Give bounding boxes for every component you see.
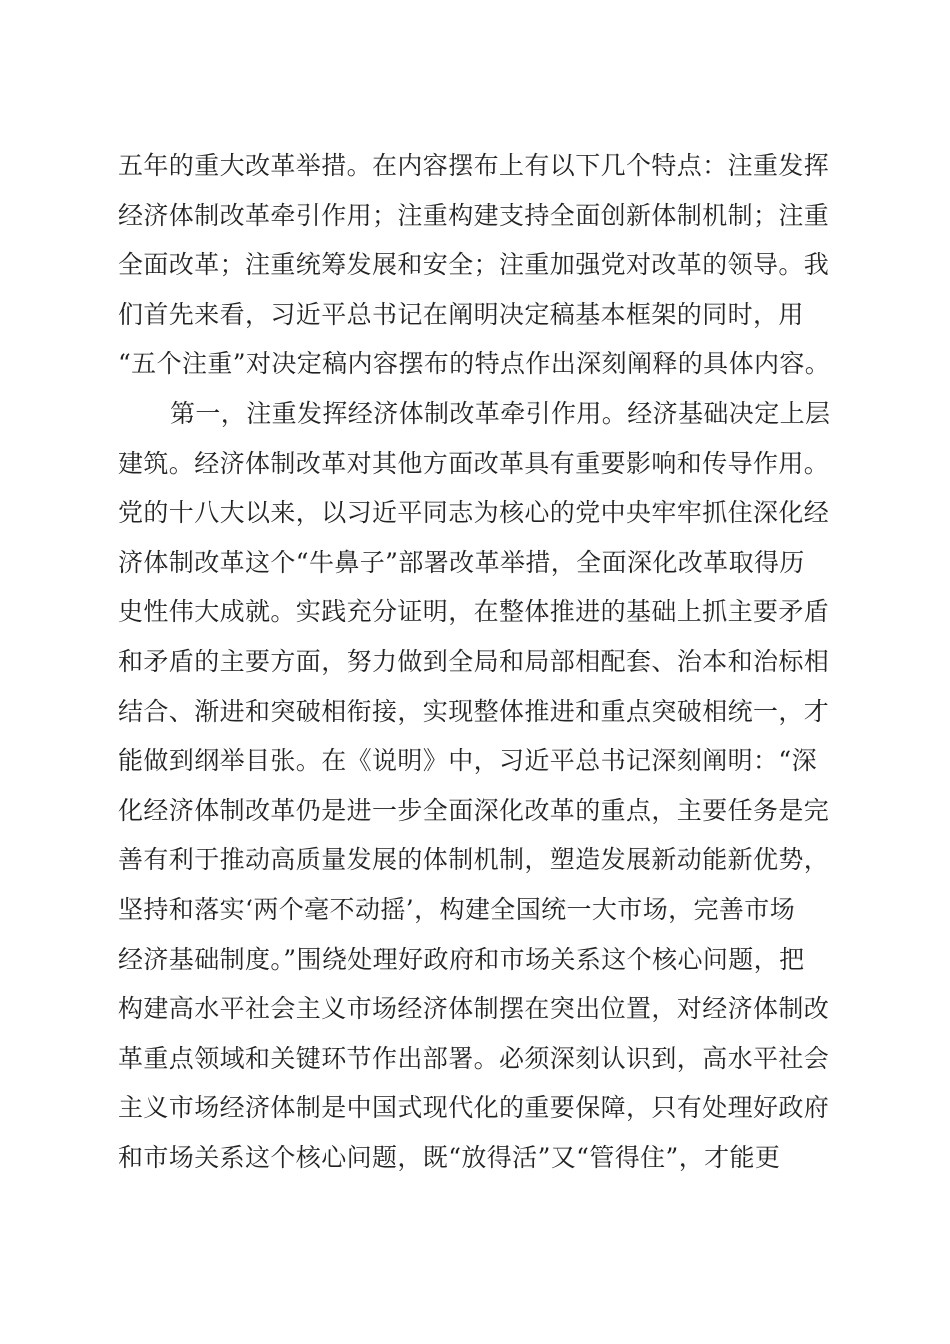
text-line-18: 构建高水平社会主义市场经济体制摆在突出位置，对经济体制改	[118, 994, 830, 1024]
text-line-14: 化经济体制改革仍是进一步全面深化改革的重点，主要任务是完	[118, 795, 830, 825]
text-line-9: 济体制改革这个“牛鼻子”部署改革举措，全面深化改革取得历	[118, 547, 805, 577]
text-line-10: 史性伟大成就。实践充分证明，在整体推进的基础上抓主要矛盾	[118, 597, 830, 627]
text-line-21: 和市场关系这个核心问题，既“放得活”又“管得住”，才能更	[118, 1142, 781, 1172]
text-line-5: “五个注重”对决定稿内容摆布的特点作出深刻阐释的具体内容。	[118, 349, 831, 379]
text-line-3: 全面改革；注重统筹发展和安全；注重加强党对改革的领导。我	[118, 250, 830, 280]
text-line-8: 党的十八大以来，以习近平同志为核心的党中央牢牢抓住深化经	[118, 498, 830, 528]
text-line-4: 们首先来看，习近平总书记在阐明决定稿基本框架的同时，用	[118, 299, 804, 329]
text-line-15: 善有利于推动高质量发展的体制机制，塑造发展新动能新优势，	[118, 845, 830, 875]
text-line-6: 第一，注重发挥经济体制改革牵引作用。经济基础决定上层	[170, 398, 831, 428]
text-line-11: 和矛盾的主要方面，努力做到全局和局部相配套、治本和治标相	[118, 646, 830, 676]
body-text	[118, 141, 830, 1182]
text-line-2: 经济体制改革牵引作用；注重构建支持全面创新体制机制；注重	[118, 200, 830, 230]
text-line-16: 坚持和落实‘两个毫不动摇’，构建全国统一大市场，完善市场	[118, 894, 796, 924]
text-line-7: 建筑。经济体制改革对其他方面改革具有重要影响和传导作用。	[118, 448, 830, 478]
text-line-13: 能做到纲举目张。在《说明》中，习近平总书记深刻阐明：“深	[118, 746, 817, 776]
text-line-1: 五年的重大改革举措。在内容摆布上有以下几个特点：注重发挥	[118, 151, 830, 180]
text-line-20: 主义市场经济体制是中国式现代化的重要保障，只有处理好政府	[118, 1093, 830, 1123]
text-line-12: 结合、渐进和突破相衔接，实现整体推进和重点突破相统一，才	[118, 696, 830, 726]
text-line-19: 革重点领域和关键环节作出部署。必须深刻认识到，高水平社会	[118, 1043, 830, 1073]
text-line-17: 经济基础制度。”围绕处理好政府和市场关系这个核心问题，把	[118, 944, 805, 974]
